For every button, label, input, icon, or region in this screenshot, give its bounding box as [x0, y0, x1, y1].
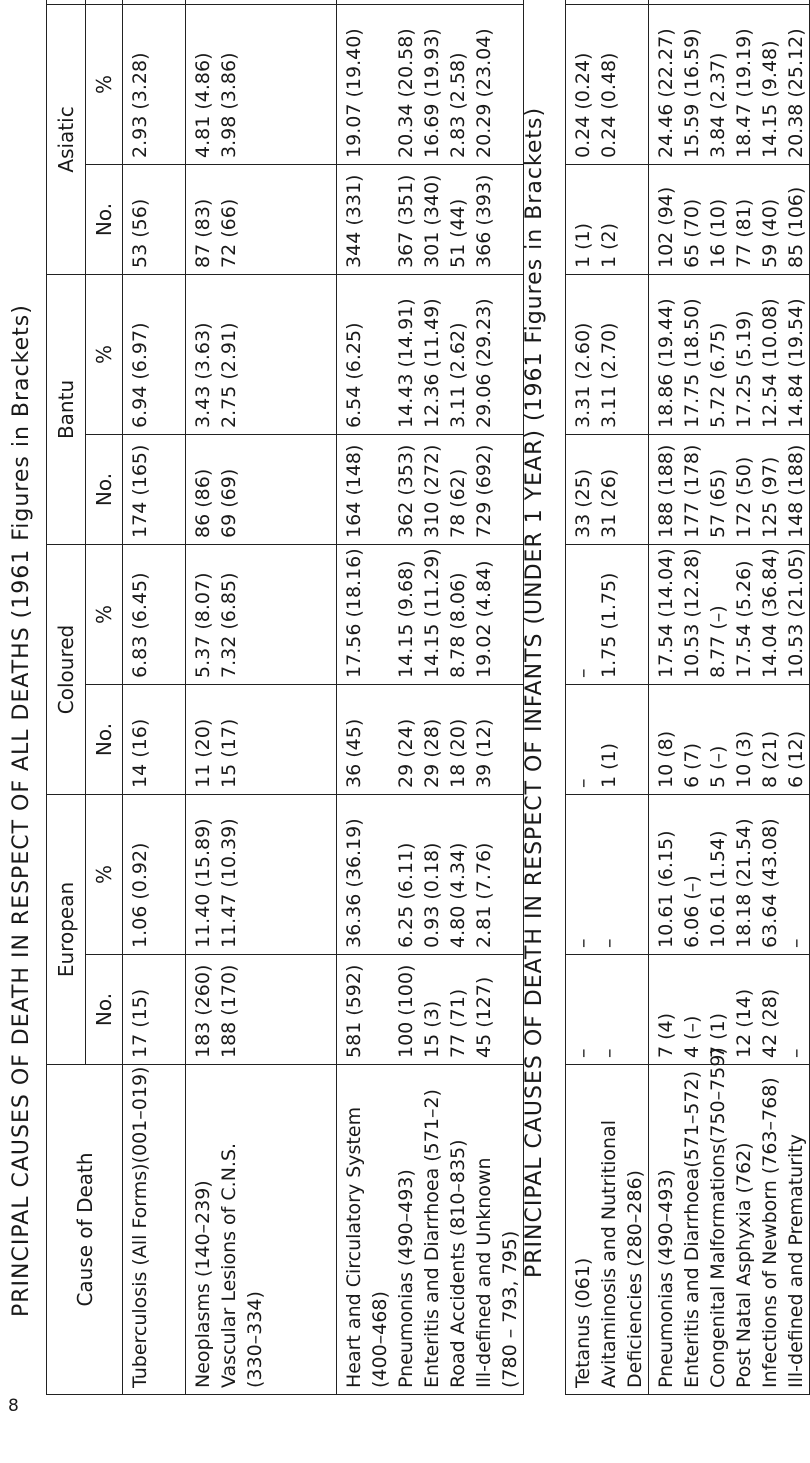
asiatic-pct-cell [123, 4, 186, 164]
bantu-no-cell-line: 148 (188) [785, 444, 807, 538]
coloured-no-cell-line: 5 (–) [707, 745, 729, 788]
asiatic-pct-cell-line: 4.81 (4.86) [192, 52, 214, 158]
cause-cell [649, 1047, 810, 1395]
asiatic-no-cell-line: 367 (351) [395, 174, 417, 268]
asiatic-pct-cell [566, 5, 649, 165]
bantu-no-cell [186, 434, 337, 544]
asiatic-no-cell [649, 165, 810, 275]
coloured-no-cell-line: 29 (28) [421, 718, 443, 788]
bantu-pct-cell [566, 275, 649, 435]
cause-cell-line: Ill-defined and Unknown [473, 1157, 495, 1388]
table1-title: PRINCIPAL CAUSES OF DEATH IN RESPECT OF ALL DEATHS (1961 Figures in Brackets) [9, 304, 34, 1317]
european-no-cell [649, 955, 810, 1065]
bantu-no-cell-line: 172 (50) [733, 456, 755, 538]
cause-cell-line: Heart and Circulatory System [343, 1106, 365, 1388]
european-no-cell [123, 955, 186, 1065]
bantu-pct-cell-line [367, 281, 393, 428]
group-header-total [47, 0, 86, 4]
european-no-cell-line: 17 (15) [129, 988, 151, 1058]
table1-body [123, 0, 524, 1395]
cause-cell-line: (780 – 793, 795) [499, 1230, 521, 1388]
table-row [566, 0, 649, 1395]
european-pct-cell [337, 794, 524, 954]
total-no-cell [337, 0, 524, 4]
bantu-pct-cell-line: 12.36 (11.49) [421, 298, 443, 428]
european-no-cell-line: – [785, 1048, 807, 1058]
european-pct-cell-line: 11.40 (15.89) [192, 818, 214, 948]
european-pct-cell-line: 1.06 (0.92) [129, 842, 151, 948]
total-no-cell [566, 0, 649, 5]
european-no-cell-line: 581 (592) [343, 964, 365, 1058]
coloured-pct-cell-line: 19.02 (4.84) [473, 560, 495, 678]
coloured-pct-cell-line: 17.56 (18.16) [343, 548, 365, 678]
european-pct-cell-line: 18.18 (21.54) [733, 818, 755, 948]
coloured-pct-cell-line: 17.54 (5.26) [733, 560, 755, 678]
asiatic-no-cell [123, 164, 186, 274]
coloured-no-cell [186, 684, 337, 794]
european-no-cell-line: 45 (127) [473, 976, 495, 1058]
coloured-pct-cell [123, 544, 186, 684]
coloured-no-cell-line: 14 (16) [129, 718, 151, 788]
total-no-cell [649, 0, 810, 5]
bantu-no-cell-line: 310 (272) [421, 444, 443, 538]
coloured-no-cell-line: 11 (20) [192, 718, 214, 788]
bantu-no-cell-line: 729 (692) [473, 444, 495, 538]
european-no-cell-line: 42 (28) [759, 988, 781, 1058]
total-no-cell [186, 0, 337, 4]
cause-cell-line: Pneumonias (490–493) [655, 1169, 677, 1388]
european-no-cell [337, 955, 524, 1065]
cause-cell-line: Vascular Lesions of C.N.S. [218, 1142, 240, 1388]
asiatic-pct-cell-line: 24.46 (22.27) [655, 28, 677, 158]
european-no-cell [186, 955, 337, 1065]
asiatic-pct-cell-line: 14.15 (9.48) [759, 40, 781, 158]
asiatic-pct-cell [649, 5, 810, 165]
european-pct-cell-line: – [572, 938, 594, 948]
asiatic-pct-cell-line: 0.24 (0.24) [572, 52, 594, 158]
asiatic-pct-cell [337, 4, 524, 164]
european-pct-cell [186, 794, 337, 954]
european-pct-cell-line: 4.80 (4.34) [447, 842, 469, 948]
total-no-cell [123, 0, 186, 4]
table-row [186, 0, 337, 1395]
sub-header-no: No. [86, 955, 123, 1065]
cause-cell [337, 1065, 524, 1395]
sub-header-pct: % [86, 794, 123, 954]
coloured-no-cell-line: 6 (7) [681, 742, 703, 788]
bantu-no-cell-line: 31 (26) [598, 468, 620, 538]
european-no-cell-line: 183 (260) [192, 964, 214, 1058]
european-no-cell-line: 15 (3) [421, 1000, 443, 1058]
cause-cell-line: Tetanus (061) [572, 1257, 594, 1388]
coloured-pct-cell-line: 14.15 (11.29) [421, 548, 443, 678]
cause-cell-line: Infections of Newborn (763–768) [759, 1077, 781, 1388]
european-no-cell-line: 100 (100) [395, 964, 417, 1058]
sub-header-no: No. [86, 434, 123, 544]
coloured-no-cell-line: 29 (24) [395, 718, 417, 788]
bantu-pct-cell-line: 17.75 (18.50) [681, 298, 703, 428]
coloured-pct-cell-line: 14.15 (9.68) [395, 560, 417, 678]
asiatic-pct-cell-line: 20.29 (23.04) [473, 28, 495, 158]
bantu-no-cell-line: 177 (178) [681, 444, 703, 538]
cause-cell-line: Avitaminosis and Nutritional [598, 1120, 620, 1388]
asiatic-no-cell-line: 65 (70) [681, 198, 703, 268]
table-row [649, 0, 810, 1395]
european-no-cell-line: 188 (170) [218, 964, 240, 1058]
coloured-pct-cell-line: 1.75 (1.75) [598, 572, 620, 678]
sub-header-pct: % [86, 274, 123, 434]
bantu-pct-cell-line: 3.11 (2.70) [598, 322, 620, 428]
cause-cell-line: Enteritis and Diarrhoea (571–2) [421, 1089, 443, 1388]
coloured-pct-cell-line: 8.78 (8.06) [447, 572, 469, 678]
coloured-no-cell-line: 18 (20) [447, 718, 469, 788]
asiatic-pct-cell-line: 18.47 (19.19) [733, 28, 755, 158]
european-pct-cell-line [367, 801, 393, 948]
asiatic-no-cell-line: 77 (81) [733, 198, 755, 268]
asiatic-no-cell-line: 85 (106) [785, 186, 807, 268]
european-no-cell-line: – [598, 1048, 620, 1058]
coloured-no-cell-line: 6 (12) [785, 730, 807, 788]
sub-header-no: No. [86, 684, 123, 794]
asiatic-no-cell-line: 1 (2) [598, 222, 620, 268]
asiatic-pct-cell-line: 20.38 (25.12) [785, 28, 807, 158]
sub-header-no: No. [86, 164, 123, 274]
european-pct-cell-line: – [785, 938, 807, 948]
asiatic-no-cell-line: 59 (40) [759, 198, 781, 268]
cause-cell-line: Ill-defined and Prematurity [785, 1134, 807, 1388]
bantu-no-cell-line: 174 (165) [129, 444, 151, 538]
bantu-no-cell-line: 57 (65) [707, 468, 729, 538]
coloured-no-cell [337, 684, 524, 794]
bantu-no-cell-line [367, 441, 393, 538]
bantu-pct-cell [186, 274, 337, 434]
european-pct-cell-line: 6.06 (–) [681, 875, 703, 948]
cause-cell-line: Post Natal Asphyxia (762) [733, 1142, 755, 1388]
bantu-pct-cell [123, 274, 186, 434]
bantu-no-cell-line: 188 (188) [655, 444, 677, 538]
cause-cell [186, 1065, 337, 1395]
coloured-pct-cell [649, 545, 810, 685]
coloured-pct-cell-line: 5.37 (8.07) [192, 572, 214, 678]
european-no-cell-line: 7 (4) [655, 1012, 677, 1058]
asiatic-pct-cell-line: 2.93 (3.28) [129, 52, 151, 158]
coloured-no-cell [566, 685, 649, 795]
bantu-no-cell [123, 434, 186, 544]
european-pct-cell-line: 63.64 (43.08) [759, 818, 781, 948]
coloured-no-cell [649, 685, 810, 795]
cause-cell-line: Congenital Malformations(750–759) [707, 1047, 729, 1388]
coloured-pct-cell-line: 10.53 (21.05) [785, 548, 807, 678]
bantu-pct-cell-line: 14.43 (14.91) [395, 298, 417, 428]
sub-header-pct: % [86, 4, 123, 164]
cause-cell [566, 1065, 649, 1395]
european-pct-cell [123, 794, 186, 954]
group-header-coloured: Coloured [47, 544, 86, 794]
cause-cell [123, 1065, 186, 1395]
coloured-no-cell-line: 10 (8) [655, 730, 677, 788]
asiatic-no-cell-line: 344 (331) [343, 174, 365, 268]
coloured-pct-cell-line: 7.32 (6.85) [218, 572, 240, 678]
european-no-cell-line: 4 (–) [681, 1015, 703, 1058]
sub-header-pct: % [86, 544, 123, 684]
coloured-pct-cell [337, 544, 524, 684]
european-no-cell-line [367, 961, 393, 1058]
cause-cell-line: (400–468) [369, 1291, 391, 1388]
bantu-pct-cell-line: 3.31 (2.60) [572, 322, 594, 428]
bantu-pct-cell-line: 3.43 (3.63) [192, 322, 214, 428]
asiatic-pct-cell [186, 4, 337, 164]
asiatic-pct-cell-line: 3.98 (3.86) [218, 52, 240, 158]
all-deaths-table [46, 0, 524, 1395]
table-row [337, 0, 524, 1395]
asiatic-no-cell-line: 301 (340) [421, 174, 443, 268]
coloured-no-cell-line: 39 (12) [473, 718, 495, 788]
group-header-asiatic: Asiatic [47, 4, 86, 274]
coloured-no-cell [123, 684, 186, 794]
bantu-no-cell-line: 86 (86) [192, 468, 214, 538]
coloured-pct-cell-line: 14.04 (36.84) [759, 548, 781, 678]
asiatic-no-cell-line: 102 (94) [655, 186, 677, 268]
european-pct-cell-line: 11.47 (10.39) [218, 818, 240, 948]
asiatic-no-cell-line: 51 (44) [447, 198, 469, 268]
coloured-no-cell-line: 10 (3) [733, 730, 755, 788]
european-pct-cell-line: 36.36 (36.19) [343, 818, 365, 948]
bantu-no-cell [337, 434, 524, 544]
asiatic-no-cell [566, 165, 649, 275]
sub-header-no [86, 0, 123, 4]
cause-cell-line: Neoplasms (140–239) [192, 1180, 214, 1388]
asiatic-no-cell-line [367, 171, 393, 268]
asiatic-no-cell-line: 1 (1) [572, 222, 594, 268]
bantu-pct-cell-line: 29.06 (29.23) [473, 298, 495, 428]
bantu-pct-cell [337, 274, 524, 434]
coloured-no-cell-line: 36 (45) [343, 718, 365, 788]
european-pct-cell [566, 795, 649, 955]
coloured-no-cell-line: 8 (21) [759, 730, 781, 788]
bantu-no-cell-line: 78 (62) [447, 468, 469, 538]
european-no-cell [566, 955, 649, 1065]
coloured-no-cell-line [367, 691, 393, 788]
asiatic-no-cell [186, 164, 337, 274]
coloured-pct-cell-line [367, 551, 393, 678]
asiatic-pct-cell-line: 15.59 (16.59) [681, 28, 703, 158]
coloured-pct-cell-line: 10.53 (12.28) [681, 548, 703, 678]
bantu-no-cell-line: 125 (97) [759, 456, 781, 538]
european-pct-cell-line: 10.61 (6.15) [655, 830, 677, 948]
european-pct-cell-line: 6.25 (6.11) [395, 842, 417, 948]
european-no-cell-line: 7 (1) [707, 1012, 729, 1058]
coloured-pct-cell [566, 545, 649, 685]
coloured-no-cell-line: – [572, 778, 594, 788]
asiatic-pct-cell-line: 3.84 (2.37) [707, 52, 729, 158]
european-pct-cell [649, 795, 810, 955]
asiatic-pct-cell-line [367, 11, 393, 158]
infant-deaths-table [565, 0, 810, 1395]
asiatic-no-cell-line: 366 (393) [473, 174, 495, 268]
asiatic-no-cell-line: 53 (56) [129, 198, 151, 268]
european-pct-cell-line: 2.81 (7.76) [473, 842, 495, 948]
coloured-pct-cell-line: 6.83 (6.45) [129, 572, 151, 678]
coloured-no-cell-line: 15 (17) [218, 718, 240, 788]
cause-cell-line: Deficiencies (280–286) [624, 1170, 646, 1388]
coloured-pct-cell-line: – [572, 668, 594, 678]
bantu-pct-cell-line: 12.54 (10.08) [759, 298, 781, 428]
bantu-no-cell-line: 164 (148) [343, 444, 365, 538]
european-pct-cell-line: 10.61 (1.54) [707, 830, 729, 948]
european-pct-cell-line: – [598, 938, 620, 948]
bantu-pct-cell-line: 6.54 (6.25) [343, 322, 365, 428]
coloured-no-cell-line: 1 (1) [598, 742, 620, 788]
bantu-no-cell-line: 69 (69) [218, 468, 240, 538]
asiatic-pct-cell-line: 2.83 (2.58) [447, 52, 469, 158]
bantu-pct-cell-line: 5.72 (6.75) [707, 322, 729, 428]
cause-cell-line: Road Accidents (810–835) [447, 1139, 469, 1388]
european-no-cell-line: 77 (71) [447, 988, 469, 1058]
bantu-pct-cell [649, 275, 810, 435]
bantu-no-cell [566, 435, 649, 545]
european-no-cell-line: – [572, 1048, 594, 1058]
asiatic-pct-cell-line: 0.24 (0.48) [598, 52, 620, 158]
asiatic-pct-cell-line: 16.69 (19.93) [421, 28, 443, 158]
bantu-pct-cell-line: 18.86 (19.44) [655, 298, 677, 428]
asiatic-no-cell-line: 72 (66) [218, 198, 240, 268]
coloured-pct-cell-line: 8.77 (–) [707, 605, 729, 678]
coloured-pct-cell [186, 544, 337, 684]
asiatic-pct-cell-line: 19.07 (19.40) [343, 28, 365, 158]
cause-cell-line: Tuberculosis (All Forms)(001–019) [129, 1066, 151, 1388]
coloured-pct-cell-line: 17.54 (14.04) [655, 548, 677, 678]
table2-body [566, 0, 810, 1395]
table-row [123, 0, 186, 1395]
european-no-cell-line: 12 (14) [733, 988, 755, 1058]
bantu-pct-cell-line: 14.84 (19.54) [785, 298, 807, 428]
bantu-no-cell [649, 435, 810, 545]
bantu-pct-cell-line: 6.94 (6.97) [129, 322, 151, 428]
cause-cell-line: Pneumonias (490–493) [395, 1169, 417, 1388]
bantu-no-cell-line: 33 (25) [572, 468, 594, 538]
bantu-pct-cell-line: 17.25 (5.19) [733, 310, 755, 428]
asiatic-no-cell-line: 16 (10) [707, 198, 729, 268]
page-number: 8 [8, 1396, 19, 1416]
asiatic-no-cell-line: 87 (83) [192, 198, 214, 268]
bantu-no-cell-line: 362 (353) [395, 444, 417, 538]
cause-cell-line: Enteritis and Diarrhoea(571–572) [681, 1070, 703, 1388]
asiatic-pct-cell-line: 20.34 (20.58) [395, 28, 417, 158]
group-header-bantu: Bantu [47, 274, 86, 544]
group-header-european: European [47, 794, 86, 1064]
asiatic-no-cell [337, 164, 524, 274]
cause-header: Cause of Death [47, 1065, 123, 1395]
european-pct-cell-line: 0.93 (0.18) [421, 842, 443, 948]
bantu-pct-cell-line: 3.11 (2.62) [447, 322, 469, 428]
cause-cell-line: (330–334) [244, 1291, 266, 1388]
table2-title: PRINCIPAL CAUSES OF DEATH IN RESPECT OF INFANTS (UNDER 1 YEAR) (1961 Figures in Brackets) [522, 106, 547, 1278]
bantu-pct-cell-line: 2.75 (2.91) [218, 322, 240, 428]
